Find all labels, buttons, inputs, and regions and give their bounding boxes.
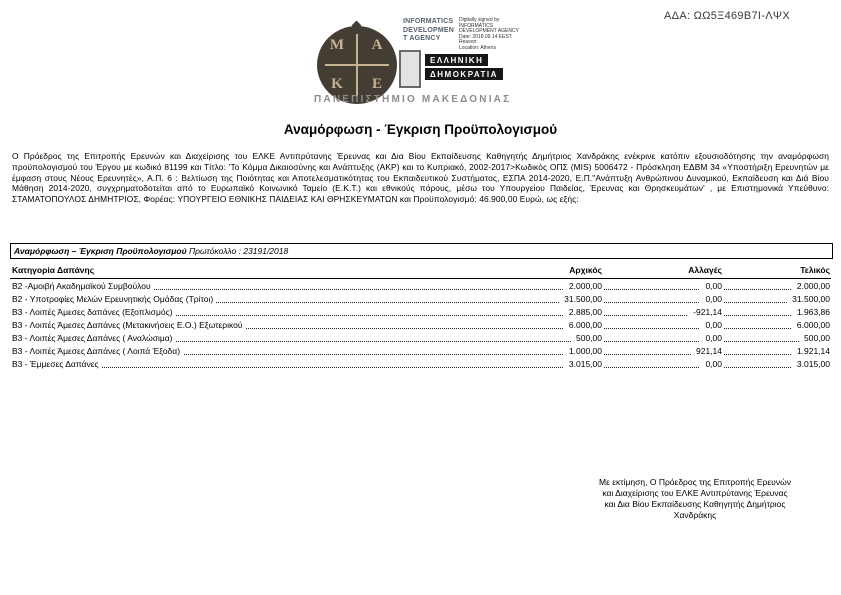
signature-detail-line: INFORMATICS bbox=[459, 22, 494, 29]
table-header-row bbox=[10, 263, 831, 279]
digital-signature-stamp bbox=[403, 18, 519, 52]
signature-signer-name bbox=[403, 18, 454, 52]
row-initial: 3.015,00 bbox=[564, 359, 603, 370]
row-initial: 1.000,00 bbox=[564, 346, 603, 357]
row-changes: 921,14 bbox=[691, 346, 723, 357]
signer-line: DEVELOPMEN bbox=[403, 26, 455, 34]
table-row bbox=[10, 331, 831, 344]
university-seal-logo bbox=[317, 26, 397, 104]
row-category: Β3 - Λοιπές Άμεσες Δαπάνες (Μετακινήσεις Ε.Ο.) Εξωτερικού bbox=[12, 320, 245, 331]
signature-detail-line: Date: 2018.09.14 EEST bbox=[459, 33, 512, 40]
table-row bbox=[10, 292, 831, 305]
closing-line: και Διαχείρισης του ΕΛΚΕ Αντιπρύτανης Έρευνας bbox=[602, 488, 788, 498]
row-changes: -921,14 bbox=[688, 307, 723, 318]
university-name: ΠΑΝΕΠΙΣΤΗΜΙΟ ΜΑΚΕΔΟΝΙΑΣ bbox=[314, 94, 512, 105]
table-row bbox=[10, 279, 831, 292]
body-paragraph: Ο Πρόεδρος της Επιτροπής Ερευνών και Διαχείρισης του ΕΛΚΕ Αντιπρύτανης Έρευνας και Δια Βίου Εκπαίδευσης Καθηγητής Δημήτριος Χανδράκης ενέκρινε κατόπιν εξουσιοδότησης την αναμόρφωση προϋπολογισμού του Έργου με κωδικό 81199 και Τίτλο: 'Το Κόμμα Δικαιοσύνης και Ανάπτυξης (ΑΚΡ) και το Κυπριακό, 2002-2017>Κωδικός ΟΠΣ (MIS) 5006472 - Πρόσκληση ΕΔΒΜ 34 «Υποστήριξη Ερευνητών με έμφαση στους Νέους Ερευνητές», Α.Π. 6 : Βελτίωση της Ποιότητας και Αποτελεσματικότητας του Εκπαιδευτικού Συστήματος, ΕΣΠΑ 2014-2020, Ε.Π."Ανάπτυξη Ανθρώπινου Δυναμικού, Εκπαίδευση και Διά Βίου Μάθηση 2014-2020, συγχρηματοδοτείται από το Ευρωπαϊκό Κοινωνικό Ταμείο (Ε.Κ.Τ.) και εθνικούς πόρους, μέσω του Υπουργείου Παιδείας, Έρευνας και Θρησκευμάτων' , με Επιστημονικά Υπεύθυνο: ΣΤΑΜΑΤΟΠΟΥΛΟΣ ΔΗΜΗΤΡΙΟΣ, Φορέας: ΥΠΟΥΡΓΕΙΟ ΕΘΝΙΚΗΣ ΠΑΙΔΕΙΑΣ ΚΑΙ ΘΡΗΣΚΕΥΜΑΤΩΝ και Προϋπολογισμό: 46.900,00 Ευρώ, ως εξής: bbox=[12, 151, 829, 205]
row-initial: 500,00 bbox=[571, 333, 603, 344]
table-row bbox=[10, 344, 831, 357]
row-initial: 6.000,00 bbox=[564, 320, 603, 331]
republic-line-2: ΔΗΜΟΚΡΑΤΙΑ bbox=[425, 68, 503, 80]
signature-block bbox=[545, 477, 841, 521]
closing-line: Χανδράκης bbox=[673, 510, 717, 520]
header-final: Τελικός bbox=[800, 265, 830, 275]
seal-letter: Κ bbox=[331, 76, 343, 92]
closing-line: και Δια Βίου Εκπαίδευσης Καθηγητής Δημήτριος bbox=[604, 499, 786, 509]
table-row bbox=[10, 305, 831, 318]
closing-line: Με εκτίμηση, Ο Πρόεδρος της Επιτροπής Ερευνών bbox=[599, 477, 791, 487]
seal-letter: Α bbox=[371, 37, 383, 53]
seal-letter: Μ bbox=[329, 37, 345, 53]
signature-detail-line: Reason: bbox=[459, 39, 478, 46]
row-final: 1.921,14 bbox=[792, 346, 831, 357]
row-final: 3.015,00 bbox=[792, 359, 831, 370]
row-initial: 2.885,00 bbox=[564, 307, 603, 318]
row-final: 500,00 bbox=[799, 333, 831, 344]
ada-code: ΑΔΑ: ΩΩ5Ξ469Β7Ι-ΛΨΧ bbox=[664, 10, 790, 22]
section-title: Αναμόρφωση – Έγκριση Προϋπολογισμού bbox=[14, 246, 187, 256]
row-final: 2.000,00 bbox=[792, 281, 831, 292]
row-category: Β2 - Υποτροφίες Μελών Ερευνητικής Ομάδας (Τρίτοι) bbox=[12, 294, 216, 305]
table-row bbox=[10, 357, 831, 370]
row-changes: 0,00 bbox=[700, 333, 723, 344]
row-changes: 0,00 bbox=[700, 320, 723, 331]
row-category: Β3 - Λοιπές Άμεσες Δαπάνες ( Αναλώσιμα) bbox=[12, 333, 176, 344]
row-changes: 0,00 bbox=[700, 294, 723, 305]
row-category: Β3 - Λοιπές Άμεσες Δαπάνες ( Λοιπά Έξοδα) bbox=[12, 346, 183, 357]
row-changes: 0,00 bbox=[700, 281, 723, 292]
table-row bbox=[10, 318, 831, 331]
row-initial: 31.500,00 bbox=[559, 294, 603, 305]
signature-detail-line: Digitally signed by bbox=[459, 17, 500, 23]
section-header bbox=[10, 243, 833, 259]
signer-line: T AGENCY bbox=[403, 35, 441, 42]
row-category: Β3 - Λοιπές Άμεσες δαπάνες (Εξοπλισμός) bbox=[12, 307, 176, 318]
signer-line: INFORMATICS bbox=[403, 18, 454, 25]
row-changes: 0,00 bbox=[700, 359, 723, 370]
signature-detail-line: DEVELOPMENT AGENCY bbox=[459, 28, 519, 35]
signature-detail-line: Location: Athens bbox=[459, 44, 496, 51]
row-category: Β3 - Έμμεσες Δαπάνες bbox=[12, 359, 102, 370]
hellenic-republic-label bbox=[425, 54, 503, 82]
row-final: 1.963,86 bbox=[792, 307, 831, 318]
row-category: Β2 -Αμοιβή Ακαδημαϊκού Συμβούλου bbox=[12, 281, 154, 292]
protocol-number: Πρωτόκολλο : 23191/2018 bbox=[186, 246, 289, 256]
budget-table bbox=[10, 263, 831, 370]
page-title: Αναμόρφωση - Έγκριση Προϋπολογισμού bbox=[283, 122, 558, 137]
republic-line-1: ΕΛΛΗΝΙΚΗ bbox=[425, 54, 488, 66]
seal-plaque bbox=[399, 50, 421, 88]
header-changes: Αλλαγές bbox=[688, 265, 722, 275]
row-initial: 2.000,00 bbox=[564, 281, 603, 292]
header-category: Κατηγορία Δαπάνης bbox=[12, 265, 95, 275]
signature-details bbox=[459, 18, 519, 52]
row-final: 6.000,00 bbox=[792, 320, 831, 331]
header-initial: Αρχικός bbox=[569, 265, 602, 275]
seal-letter: Ε bbox=[371, 76, 382, 92]
row-final: 31.500,00 bbox=[787, 294, 831, 305]
